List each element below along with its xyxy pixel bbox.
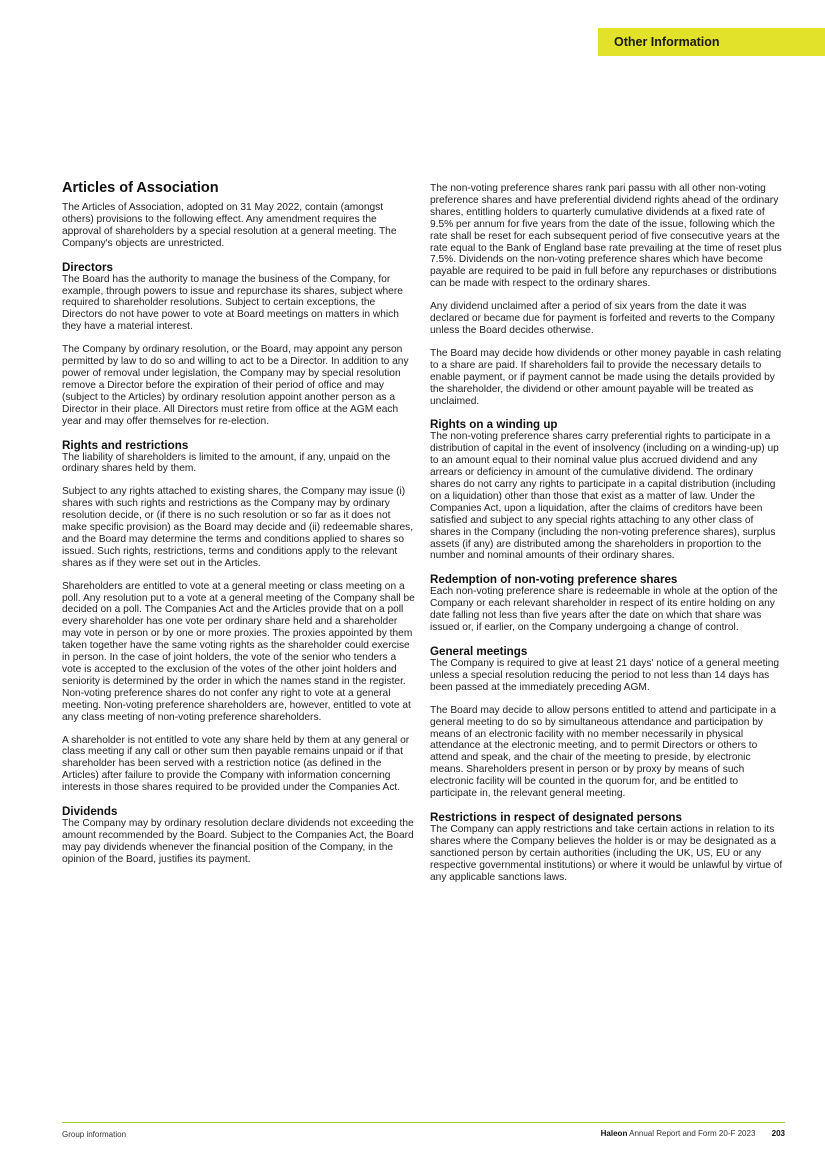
rights-paragraph-1: The liability of shareholders is limited to the amount, if any, unpaid on the ordinary shares held by them. xyxy=(62,451,391,475)
section-banner: Other Information xyxy=(598,28,825,56)
footer-report-info xyxy=(601,1129,785,1138)
directors-paragraph-2: The Company by ordinary resolution, or the Board, may appoint any person permitted by law to do so and willing to act to be a Director. In addition to any power of removal under legislation, the Company may by special resolution remove a Director before the expiration of their period of office and may (subject to the Articles) by ordinary resolution appoint another person as a Director in their place. All Directors must retire from office at the AGM each year and may offer themselves for re-election. xyxy=(62,344,409,427)
right-column xyxy=(430,183,785,884)
dividends-paragraph-1: The Company may by ordinary resolution declare dividends not exceeding the amount recommended by the Board. Subject to the Companies Act, the Board may pay dividends whenever the financial position of the Company, in the opinion of the Board, justifies its payment. xyxy=(62,818,414,865)
winding-up-heading: Rights on a winding up xyxy=(430,418,558,432)
footer-rule xyxy=(62,1122,785,1123)
footer-report-title: Annual Report and Form 20-F 2023 xyxy=(629,1129,756,1138)
preference-shares-paragraph: The non-voting preference shares rank pari passu with all other non-voting preference shares and have preferential dividend rights ahead of the ordinary shares, entitling holders to quarterly cumulative dividends at a fixed rate of 9.5% per annum for five years from the date of the issue, following which the rate shall be reset for each subsequent period of five consecutive years at the rate equal to the Bank of England base rate prevailing at the time of reset plus 7.5%. Dividends on the non-voting preference shares which have become payable are required to be paid in full before any repurchases or distributions can be made with respect to the ordinary shares. xyxy=(430,183,782,290)
intro-paragraph: The Articles of Association, adopted on 31 May 2022, contain (amongst others) provisions to the following effect. Any amendment requires the approval of shareholders by a special resolution at a general meeting. The Company's objects are unrestricted. xyxy=(62,202,397,249)
footer-section-label: Group information xyxy=(62,1130,127,1139)
restrictions-heading: Restrictions in respect of designated persons xyxy=(430,810,682,824)
redemption-heading: Redemption of non-voting preference shares xyxy=(430,573,678,587)
dividend-payment-paragraph: The Board may decide how dividends or other money payable in cash relating to a share are paid. If shareholders fail to provide the necessary details to enable payment, or if payment cannot be made using the details provided by the shareholder, the dividend or other amount payable will be treated as unclaimed. xyxy=(430,347,782,407)
rights-paragraph-4: A shareholder is not entitled to vote any share held by them at any general or class meeting if any call or other sum then payable remains unpaid or if that shareholder has been served with a restriction notice (as defined in the Articles) after failure to provide the Company with information concerning interests in those shares required to be provided under the Companies Act. xyxy=(62,734,410,794)
directors-paragraph-1: The Board has the authority to manage the business of the Company, for example, through powers to issue and repurchase its shares, subject where required to shareholder resolutions. Subject to certain exceptions, the Directors do not have power to vote at Board meetings on matters in which they have a material interest. xyxy=(62,273,403,333)
rights-paragraph-3: Shareholders are entitled to vote at a general meeting or class meeting on a poll. Any resolution put to a vote at a general meeting of the Company shall be decided on a poll. The Companies Act and the Articles provide that on a poll every shareholder has one vote per ordinary share held and a shareholder may vote in person or by one or more proxies. The proxies appointed by them taken together have the same voting rights as the shareholder could exercise in person. In the case of joint holders, the vote of the senior who tenders a vote is accepted to the exclusion of the votes of the other joint holders and seniority is determined by the order in which the names stand in the register. Non-voting preference shares do not confer any right to vote at a general meeting. Non-voting preference shareholders are, however, entitled to vote at any class meeting of non-voting preference shareholders. xyxy=(62,580,415,723)
general-meetings-paragraph-1: The Company is required to give at least 21 days' notice of a general meeting unless a special resolution reducing the period to not less than 14 days has been passed at the immediately preceding AGM. xyxy=(430,658,780,693)
winding-up-paragraph: The non-voting preference shares carry preferential rights to participate in a distribution of capital in the event of insolvency (including on a winding-up) up to an amount equal to their nominal value plus accrued dividend and any arrears or deficiency in amount of the cumulative dividend. The ordinary shares do not carry any rights to participate in a capital distribution (including on a liquidation) other than those that exist as a matter of law. Under the Companies Act, upon a liquidation, after the claims of creditors have been satisfied and subject to any special rights attaching to any other class of shares in the Company (including the non-voting preference shares), surplus assets (if any) are distributed among the shareholders in proportion to the number and nominal amounts of their ordinary shares. xyxy=(430,431,779,562)
rights-paragraph-2: Subject to any rights attached to existing shares, the Company may issue (i) shares with such rights and restrictions as the Company may by ordinary resolution decide, or (if there is no such resolution or so far as it does not make specific provision) as the Board may decide and (ii) redeemable shares, and the Board may determine the terms and conditions applied to shares so issued. Such rights, restrictions, terms and conditions apply to the relevant shares as if they were set out in the Articles. xyxy=(62,486,414,569)
page-number: 203 xyxy=(771,1129,785,1138)
directors-heading: Directors xyxy=(62,260,113,274)
rights-heading: Rights and restrictions xyxy=(62,438,189,452)
left-column xyxy=(62,180,417,866)
restrictions-paragraph: The Company can apply restrictions and take certain actions in relation to its shares where the Company believes the holder is or may be designated as a sanctioned person by certain authorities (including the UK, US, EU or any respective governmental institutions) or where it would be unlawful by virtue of any applicable sanctions laws. xyxy=(430,823,783,883)
dividends-heading: Dividends xyxy=(62,805,118,819)
general-meetings-heading: General meetings xyxy=(430,645,528,658)
unclaimed-dividend-paragraph: Any dividend unclaimed after a period of six years from the date it was declared or became due for payment is forfeited and reverts to the Company unless the Board decides otherwise. xyxy=(430,301,775,336)
general-meetings-paragraph-2: The Board may decide to allow persons entitled to attend and participate in a general meeting to do so by simultaneous attendance and participation by means of an electronic facility with no member necessarily in physical attendance at the electronic meeting, and to permit Directors or others to attend and speak, and the chair of the meeting to preside, by electronic means. Shareholders present in person or by proxy by means of such electronic facility will be counted in the quorum for, and be entitled to participate in, the relevant general meeting. xyxy=(430,704,777,800)
footer-brand: Haleon xyxy=(600,1129,628,1138)
page-title: Articles of Association xyxy=(62,180,219,196)
redemption-paragraph: Each non-voting preference share is redeemable in whole at the option of the Company or each relevant shareholder in respect of its entire holding on any date falling not less than five years after the date on which that share was issued or, if earlier, on the Company undergoing a change of control. xyxy=(430,586,778,634)
